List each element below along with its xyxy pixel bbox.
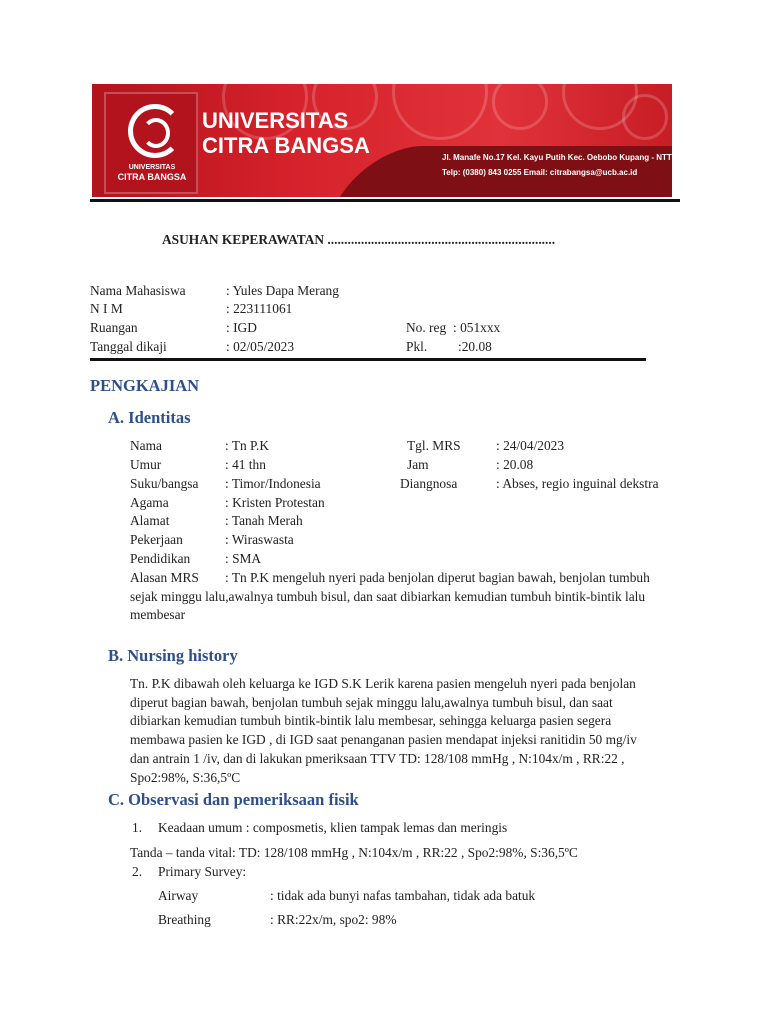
alasan-mrs-line2: sejak minggu lalu,awalnya tumbuh bisul, dan saat dibiarkan kemudian tumbuh bintik-bintik lalu	[130, 589, 646, 604]
nursing-history-line5: dan antrain 1 /iv, dan di lakukan pmeriksaan TTV TD: 128/108 mmHg , N:104x/m , RR:22 ,	[130, 751, 625, 766]
nursing-history-line2: diperut bagian bawah, benjolan tumbuh sejak minggu lalu,awalnya tumbuh bisul, dan saat	[130, 695, 613, 710]
identitas-nama-value: : Tn P.K	[225, 438, 270, 453]
pkl-label: Pkl.	[406, 339, 428, 354]
university-address-block	[442, 150, 672, 180]
noreg-value: : 051xxx	[453, 320, 501, 335]
alasan-mrs-line3: membesar	[130, 607, 186, 622]
header-divider	[90, 199, 680, 202]
diagnosa-value: : Abses, regio inguinal dekstra	[496, 476, 659, 491]
alasan-mrs-label: Alasan MRS	[130, 570, 199, 585]
tanggal-dikaji-label: Tanggal dikaji	[90, 339, 167, 354]
section-title-pengkajian: PENGKAJIAN	[90, 376, 200, 395]
document-title: ASUHAN KEPERAWATAN ....................................................................	[162, 232, 556, 247]
tgl-mrs-value: : 24/04/2023	[496, 438, 565, 453]
observasi-keadaan-umum: Keadaan umum : composmetis, klien tampak lemas dan meringis	[158, 820, 508, 835]
pendidikan-label: Pendidikan	[130, 551, 191, 566]
university-name-line1: UNIVERSITAS	[202, 108, 349, 133]
university-address: Jl. Manafe No.17 Kel. Kayu Putih Kec. Oebobo Kupang - NTT	[442, 153, 672, 162]
pkl-value: :20.08	[458, 339, 492, 354]
nursing-history-line6: Spo2:98%, S:36,5ºC	[130, 770, 241, 785]
pekerjaan-value: : Wiraswasta	[225, 532, 294, 547]
nursing-history-line1: Tn. P.K dibawah oleh keluarga ke IGD S.K Lerik karena pasien mengeluh nyeri pada benjolan	[130, 676, 636, 691]
suku-bangsa-label: Suku/bangsa	[130, 476, 199, 491]
info-divider	[90, 358, 646, 361]
university-contact: Telp: (0380) 843 0255 Email: citrabangsa@ucb.ac.id	[442, 168, 638, 177]
breathing-label: Breathing	[158, 912, 211, 927]
jam-value: : 20.08	[496, 457, 534, 472]
ruangan-value: : IGD	[226, 320, 257, 335]
student-nim-value: : 223111061	[226, 301, 293, 316]
university-logo-icon	[104, 92, 198, 194]
observasi-tanda-vital: Tanda – tanda vital: TD: 128/108 mmHg , N:104x/m , RR:22 , Spo2:98%, S:36,5ºC	[130, 845, 578, 860]
observasi-item1-number: 1.	[132, 820, 143, 835]
university-name-line2: CITRA BANGSA	[202, 133, 370, 158]
ruangan-label: Ruangan	[90, 320, 138, 335]
observasi-item2-number: 2.	[132, 864, 143, 879]
nursing-history-line3: dibiarkan kemudian tumbuh bintik-bintik lalu membesar, sehingga keluarga pasien segera	[130, 713, 612, 728]
noreg-label: No. reg	[406, 320, 447, 335]
identitas-nama-label: Nama	[130, 438, 162, 453]
student-name-label: Nama Mahasiswa	[90, 283, 186, 298]
heading-nursing-history: B. Nursing history	[108, 646, 238, 665]
airway-value: : tidak ada bunyi nafas tambahan, tidak ada batuk	[270, 888, 536, 903]
tanggal-dikaji-value: : 02/05/2023	[226, 339, 295, 354]
agama-label: Agama	[130, 495, 169, 510]
pendidikan-value: : SMA	[225, 551, 262, 566]
student-name-value: : Yules Dapa Merang	[226, 283, 339, 298]
heading-observasi: C. Observasi dan pemeriksaan fisik	[108, 790, 359, 809]
university-header-banner	[92, 84, 672, 197]
alamat-value: : Tanah Merah	[225, 513, 303, 528]
jam-label: Jam	[407, 457, 429, 472]
observasi-primary-survey: Primary Survey:	[158, 864, 247, 879]
suku-bangsa-value: : Timor/Indonesia	[225, 476, 321, 491]
airway-label: Airway	[158, 888, 199, 903]
pekerjaan-label: Pekerjaan	[130, 532, 183, 547]
student-nim-label: N I M	[90, 301, 123, 316]
alasan-mrs-line1: : Tn P.K mengeluh nyeri pada benjolan diperut bagian bawah, benjolan tumbuh	[225, 570, 650, 585]
nursing-history-line4: membawa pasien ke IGD , di IGD saat penanganan pasien mendapat injeksi ranitidin 50 mg/iv	[130, 732, 637, 747]
university-name	[202, 108, 370, 158]
breathing-value: : RR:22x/m, spo2: 98%	[270, 912, 397, 927]
tgl-mrs-label: Tgl. MRS	[407, 438, 461, 453]
agama-value: : Kristen Protestan	[225, 495, 325, 510]
heading-identitas: A. Identitas	[108, 408, 191, 427]
umur-value: : 41 thn	[225, 457, 266, 472]
logo-text-big: CITRA BANGSA	[117, 172, 187, 182]
diagnosa-label: Diangnosa	[400, 476, 458, 491]
alamat-label: Alamat	[130, 513, 170, 528]
umur-label: Umur	[130, 457, 162, 472]
logo-text-small: UNIVERSITAS	[128, 164, 176, 171]
